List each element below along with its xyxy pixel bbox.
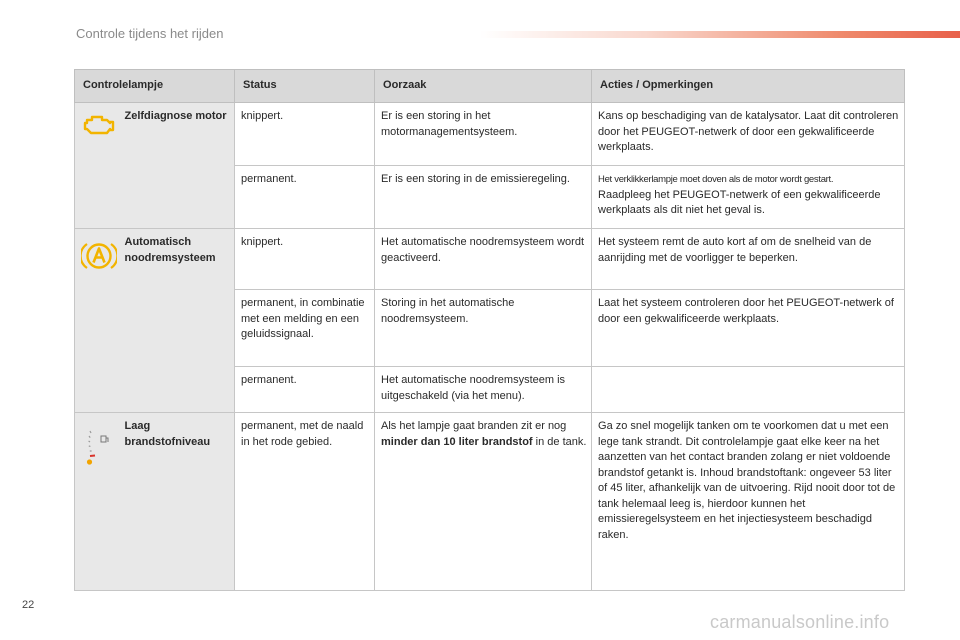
lamp-name-fuel: Laag brandstofniveau bbox=[123, 413, 235, 591]
page-number: 22 bbox=[22, 599, 35, 611]
status-cell: permanent, in combinatie met een melding en een geluidssignaal. bbox=[235, 290, 375, 367]
cause-cell: Het automatische noodremsysteem wordt geactiveerd. bbox=[375, 229, 592, 290]
cause-text-pre: Als het lampje gaat branden zit er nog bbox=[381, 420, 567, 432]
actions-cell: Kans op beschadiging van de katalysator. Laat dit controleren door het PEUGEOT-netwerk of door een gekwalificeerde werkplaats. bbox=[592, 103, 905, 166]
table-row bbox=[75, 229, 905, 290]
lamp-name-engine: Zelfdiagnose motor bbox=[123, 103, 235, 229]
status-cell: permanent. bbox=[235, 367, 375, 413]
header-accent-bar bbox=[480, 31, 960, 38]
fuel-lamp-icon-cell bbox=[75, 413, 123, 591]
status-cell: knippert. bbox=[235, 103, 375, 166]
braking-lamp-icon-cell bbox=[75, 229, 123, 413]
warning-lamps-table bbox=[74, 69, 905, 591]
cause-cell: Storing in het automatische noodremsysteem. bbox=[375, 290, 592, 367]
actions-cell: Het systeem remt de auto kort af om de snelheid van de aanrijding met de voorligger te beperken. bbox=[592, 229, 905, 290]
column-header-status: Status bbox=[235, 70, 375, 103]
page-header-title: Controle tijdens het rijden bbox=[76, 26, 224, 41]
cause-cell: Het automatische noodremsysteem is uitgeschakeld (via het menu). bbox=[375, 367, 592, 413]
column-header-lamp: Controlelampje bbox=[75, 70, 235, 103]
engine-lamp-icon-cell bbox=[75, 103, 123, 229]
actions-note: Het verklikkerlampje moet doven als de motor wordt gestart. bbox=[598, 174, 834, 185]
lamp-name-braking: Automatisch noodremsysteem bbox=[123, 229, 235, 413]
cause-cell: Er is een storing in het motormanagementsysteem. bbox=[375, 103, 592, 166]
automatic-emergency-braking-icon bbox=[81, 264, 117, 276]
table-header-row bbox=[75, 70, 905, 103]
cause-text-bold: minder dan 10 liter brandstof bbox=[381, 435, 533, 448]
table-row bbox=[75, 103, 905, 166]
actions-cell bbox=[592, 367, 905, 413]
engine-icon bbox=[82, 128, 116, 140]
cause-cell bbox=[375, 413, 592, 591]
column-header-actions: Acties / Opmerkingen bbox=[592, 70, 905, 103]
actions-text: Raadpleeg het PEUGEOT-netwerk of een gekwalificeerde werkplaats als dit niet het geval is. bbox=[598, 188, 881, 216]
column-header-cause: Oorzaak bbox=[375, 70, 592, 103]
actions-cell: Ga zo snel mogelijk tanken om te voorkomen dat u met een lege tank strandt. Dit controlelampje gaat elke keer na het aanzetten van het contact branden zolang er niet voldoende brandstof getankt is. Inhoud brandstoftank: ongeveer 53 liter of 45 liter, afhankelijk van de uitvoering. Rijd nooit door tot de tank helemaal leeg is, hierdoor kunnen het emissieregelsysteem en het injectiesysteem beschadigd raken. bbox=[592, 413, 905, 591]
status-cell: permanent. bbox=[235, 166, 375, 229]
watermark: carmanualsonline.info bbox=[710, 612, 890, 632]
fuel-gauge-icon bbox=[84, 460, 114, 472]
actions-cell bbox=[592, 166, 905, 229]
table-row bbox=[75, 413, 905, 591]
actions-cell: Laat het systeem controleren door het PEUGEOT-netwerk of door een gekwalificeerde werkplaats. bbox=[592, 290, 905, 367]
cause-text-post: in de tank. bbox=[535, 435, 587, 448]
status-cell: knippert. bbox=[235, 229, 375, 290]
status-cell: permanent, met de naald in het rode gebied. bbox=[235, 413, 375, 591]
cause-cell: Er is een storing in de emissieregeling. bbox=[375, 166, 592, 229]
